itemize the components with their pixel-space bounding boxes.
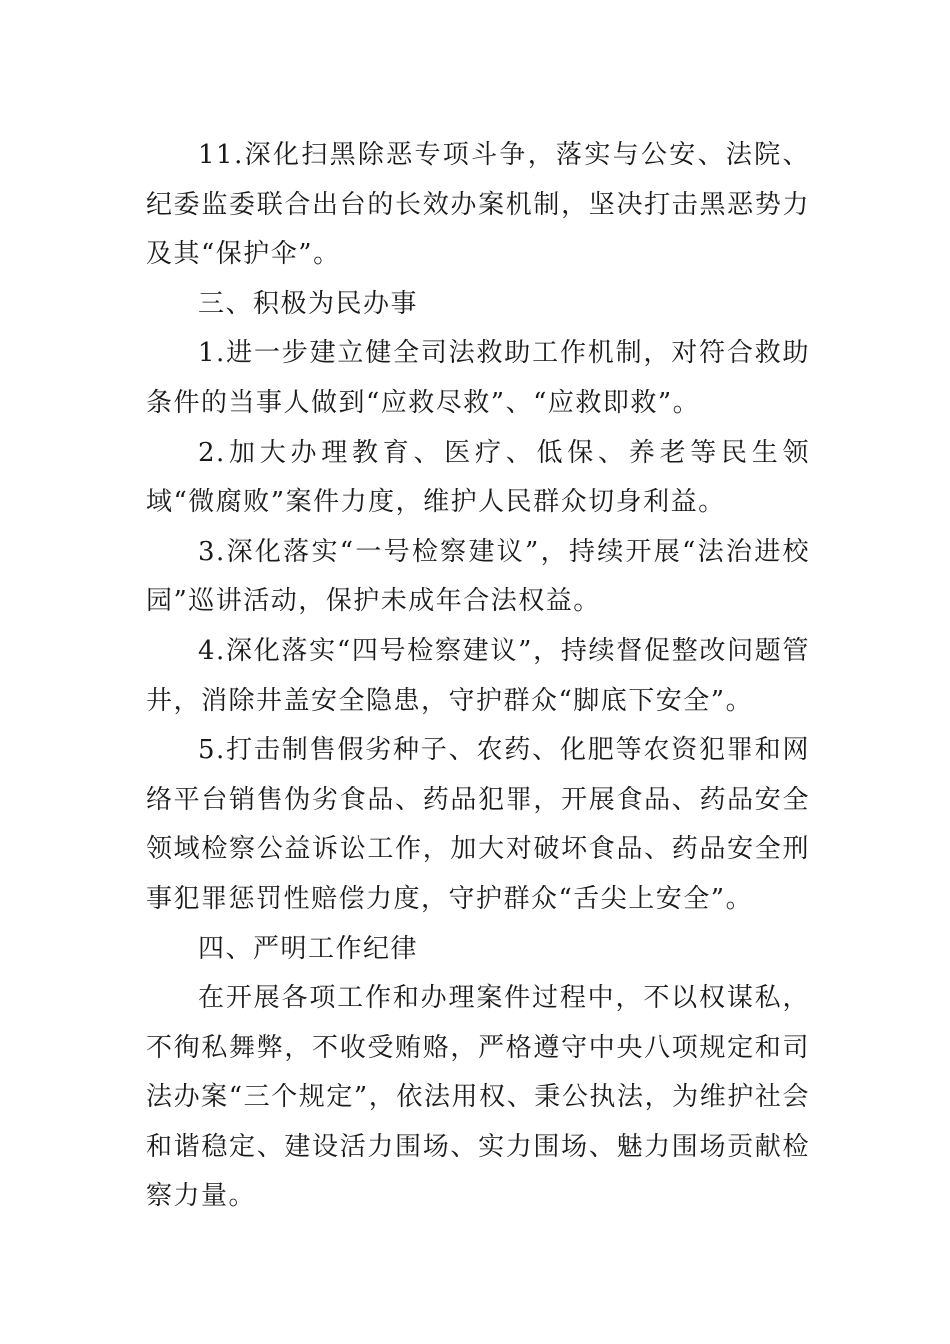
paragraph-item-1: 1.进一步建立健全司法救助工作机制，对符合救助条件的当事人做到“应救尽救”、“应救即救”。 <box>146 338 810 418</box>
section-heading-4: 四、严明工作纪律 <box>198 933 419 964</box>
document-body <box>146 131 810 1222</box>
paragraph-item-11: 11.深化扫黑除恶专项斗争，落实与公安、法院、纪委监委联合出台的长效办案机制，坚决打击黑恶势力及其“保护伞”。 <box>146 140 810 270</box>
section-heading-3: 三、积极为民办事 <box>198 288 419 319</box>
paragraph-item-4: 4.深化落实“四号检察建议”，持续督促整改问题管井，消除井盖安全隐患，守护群众“脚底下安全”。 <box>146 635 810 716</box>
paragraph-item-3: 3.深化落实“一号检察建议”，持续开展“法治进校园”巡讲活动，保护未成年合法权益。 <box>146 536 810 617</box>
paragraph-discipline: 在开展各项工作和办理案件过程中，不以权谋私，不徇私舞弊，不收受贿赂，严格遵守中央八项规定和司法办案“三个规定”，依法用权、秉公执法，为维护社会和谐稳定、建设活力围场、实力围场、魅力围场贡献检察力量。 <box>146 983 810 1212</box>
paragraph-item-2: 2.加大办理教育、医疗、低保、养老等民生领域“微腐败”案件力度，维护人民群众切身利益。 <box>146 437 810 518</box>
paragraph-item-5: 5.打击制售假劣种子、农药、化肥等农资犯罪和网络平台销售伪劣食品、药品犯罪，开展食品、药品安全领域检察公益诉讼工作，加大对破坏食品、药品安全刑事犯罪惩罚性赔偿力度，守护群众“舌尖上安全”。 <box>146 735 810 914</box>
